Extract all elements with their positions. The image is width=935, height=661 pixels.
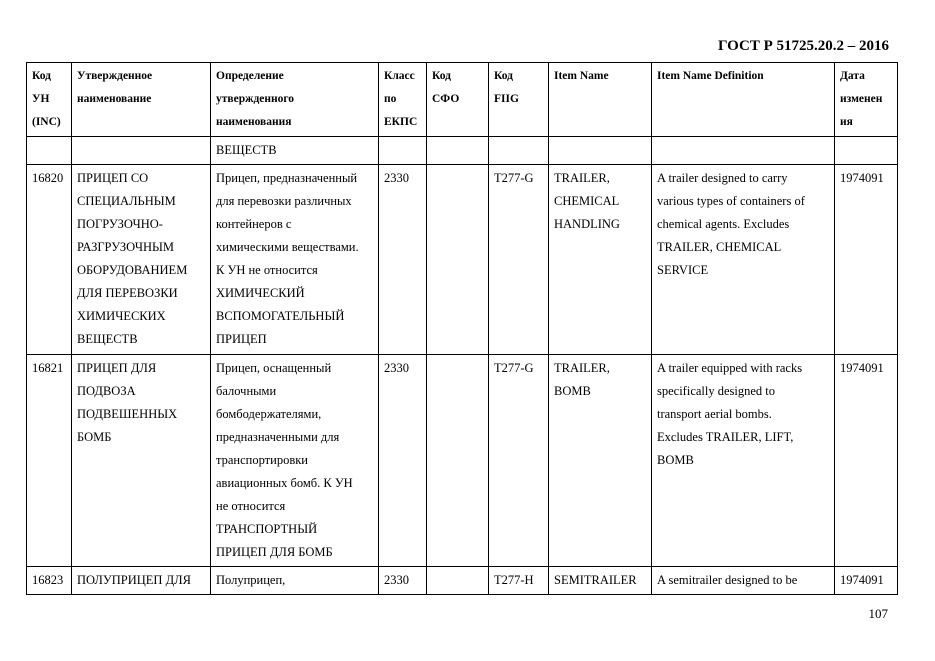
header-fiig: Код FIIG <box>489 63 549 137</box>
cell-date: 1974091 <box>835 355 898 567</box>
cell-definition: Прицеп, предназначенный для перевозки различных контейнеров с химическими веществами. К УН не относится ХИМИЧЕСКИЙ ВСПОМОГАТЕЛЬНЫЙ ПРИЦЕП <box>211 165 379 355</box>
header-inc: Код УН (INC) <box>27 63 72 137</box>
cell-date: 1974091 <box>835 165 898 355</box>
cell-class <box>379 137 427 165</box>
cell-name: ПРИЦЕП СО СПЕЦИАЛЬНЫМ ПОГРУЗОЧНО- РАЗГРУЗОЧНЫМ ОБОРУДОВАНИЕМ ДЛЯ ПЕРЕВОЗКИ ХИМИЧЕСКИХ ВЕЩЕСТВ <box>72 165 211 355</box>
cell-sfo <box>427 137 489 165</box>
cell-definition: Полуприцеп, <box>211 567 379 595</box>
table-row <box>27 355 898 567</box>
cell-item-name: TRAILER, BOMB <box>549 355 652 567</box>
cell-item-definition: A trailer equipped with racks specifically designed to transport aerial bombs. Excludes TRAILER, LIFT, BOMB <box>652 355 835 567</box>
cell-item-definition <box>652 137 835 165</box>
cell-date: 1974091 <box>835 567 898 595</box>
header-date: Дата изменен ия <box>835 63 898 137</box>
cell-name <box>72 137 211 165</box>
cell-fiig: T277-G <box>489 355 549 567</box>
cell-sfo <box>427 165 489 355</box>
cell-name: ПРИЦЕП ДЛЯ ПОДВОЗА ПОДВЕШЕННЫХ БОМБ <box>72 355 211 567</box>
cell-inc <box>27 137 72 165</box>
cell-item-name: TRAILER, CHEMICAL HANDLING <box>549 165 652 355</box>
cell-item-definition: A semitrailer designed to be <box>652 567 835 595</box>
cell-definition: ВЕЩЕСТВ <box>211 137 379 165</box>
cell-item-name <box>549 137 652 165</box>
cell-name: ПОЛУПРИЦЕП ДЛЯ <box>72 567 211 595</box>
document-title: ГОСТ Р 51725.20.2 – 2016 <box>717 38 889 54</box>
cell-fiig: T277-H <box>489 567 549 595</box>
header-class: Класс по ЕКПС <box>379 63 427 137</box>
header-approved-name: Утвержденное наименование <box>72 63 211 137</box>
cell-class: 2330 <box>379 355 427 567</box>
header-item-definition: Item Name Definition <box>652 63 835 137</box>
header-sfo: Код СФО <box>427 63 489 137</box>
cell-definition: Прицеп, оснащенный балочными бомбодержателями, предназначенными для транспортировки авиационных бомб. К УН не относится ТРАНСПОРТНЫЙ ПРИЦЕП ДЛЯ БОМБ <box>211 355 379 567</box>
table-row <box>27 165 898 355</box>
table-row <box>27 567 898 595</box>
cell-class: 2330 <box>379 567 427 595</box>
page-number: 107 <box>868 606 888 621</box>
cell-sfo <box>427 355 489 567</box>
header-definition: Определение утвержденного наименования <box>211 63 379 137</box>
cell-fiig: T277-G <box>489 165 549 355</box>
cell-class: 2330 <box>379 165 427 355</box>
cell-inc: 16820 <box>27 165 72 355</box>
catalog-table <box>26 62 898 595</box>
table-row <box>27 137 898 165</box>
cell-item-definition: A trailer designed to carry various types of containers of chemical agents. Excludes TRAILER, CHEMICAL SERVICE <box>652 165 835 355</box>
cell-sfo <box>427 567 489 595</box>
table-header-row <box>27 63 898 137</box>
header-item-name: Item Name <box>549 63 652 137</box>
cell-fiig <box>489 137 549 165</box>
cell-date <box>835 137 898 165</box>
cell-inc: 16823 <box>27 567 72 595</box>
cell-item-name: SEMITRAILER <box>549 567 652 595</box>
cell-inc: 16821 <box>27 355 72 567</box>
